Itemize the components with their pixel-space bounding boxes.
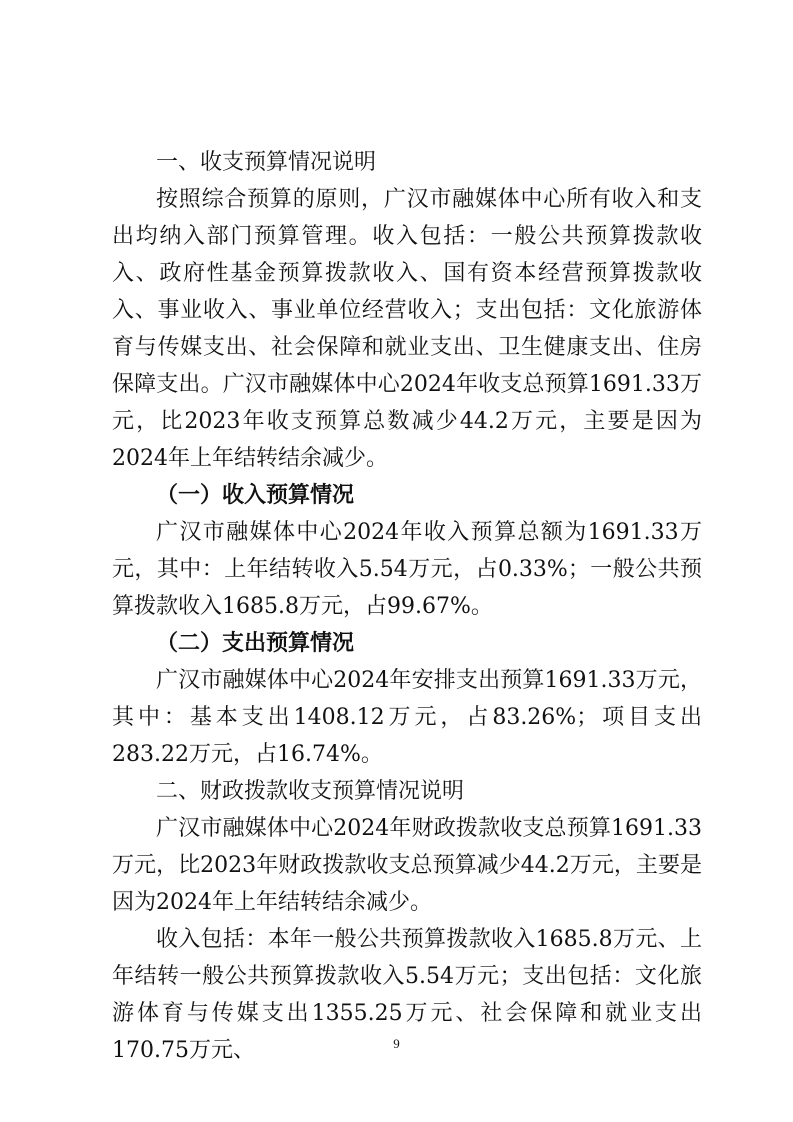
paragraph-fiscal-summary: 广汉市融媒体中心2024年财政拨款收支总预算1691.33万元，比2023年财政拨款收支总预算减少44.2万元，主要是因为2024年上年结转结余减少。 [112,816,702,915]
paragraph-budget-overview: 按照综合预算的原则，广汉市融媒体中心所有收入和支出均纳入部门预算管理。收入包括：一般公共预算拨款收入、政府性基金预算拨款收入、国有资本经营预算拨款收入、事业收入、事业单位经营收入；支出包括：文化旅游体育与传媒支出、社会保障和就业支出、卫生健康支出、住房保障支出。广汉市融媒体中心2024年收支总预算1691.33万元，比2023年收支预算总数减少44.2万元，主要是因为2024年上年结转结余减少。 [112,187,702,471]
subheading-expense-budget: （二）支出预算情况 [156,631,355,656]
paragraph-fiscal-detail: 收入包括：本年一般公共预算拨款收入1685.8万元、上年结转一般公共预算拨款收入5.54万元；支出包括：文化旅游体育与传媒支出1355.25万元、社会保障和就业支出170.75万元、 [112,927,702,1063]
section-heading-fiscal-appropriation: 二、财政拨款收支预算情况说明 [156,779,465,804]
section-heading-budget-overview: 一、收支预算情况说明 [156,150,377,175]
paragraph-income-budget: 广汉市融媒体中心2024年收入预算总额为1691.33万元，其中：上年结转收入5.54万元，占0.33%；一般公共预算拨款收入1685.8万元，占99.67%。 [112,520,702,619]
page-number: 9 [393,1036,400,1051]
subheading-income-budget: （一）收入预算情况 [156,483,355,508]
document-body [112,144,702,1069]
paragraph-expense-budget: 广汉市融媒体中心2024年安排支出预算1691.33万元，其中：基本支出1408.12万元，占83.26%；项目支出283.22万元，占16.74%。 [112,668,702,767]
